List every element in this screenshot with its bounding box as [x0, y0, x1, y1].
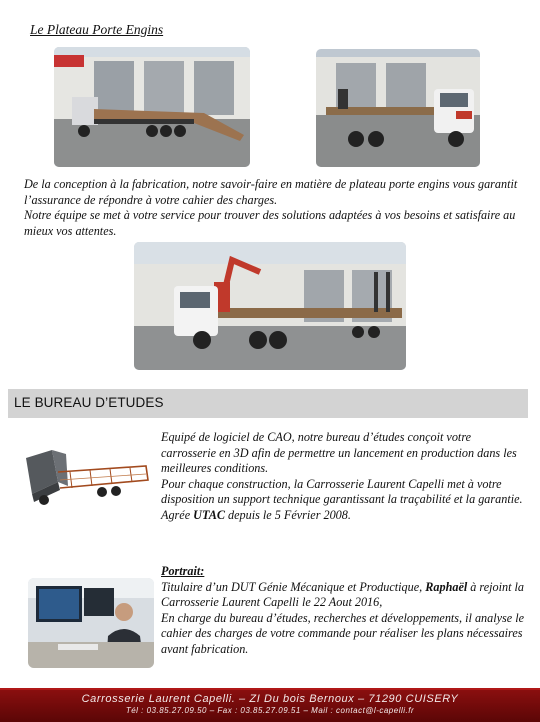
bureau-etudes-text	[161, 430, 527, 524]
portrait-name: Raphaël	[425, 579, 468, 594]
portrait-p1	[161, 580, 527, 611]
portrait-text	[161, 564, 527, 658]
portrait-p2: En charge du bureau d’études, recherches et développements, il analyse le cahier des charges de votre commande pour réaliser les plans nécessaires avant fabrication.	[161, 610, 525, 656]
footer-address: Carrosserie Laurent Capelli. – ZI Du bois Bernoux – 71290 CUISERY	[81, 693, 459, 705]
etudes-p3-prefix: Agrée	[161, 507, 194, 522]
cad-image	[20, 446, 152, 512]
etudes-p3	[161, 508, 527, 524]
intro-text	[24, 177, 524, 239]
footer	[0, 688, 540, 722]
portrait-heading-label: Portrait:	[161, 564, 205, 578]
footer-contact: Tél : 03.85.27.09.50 – Fax : 03.85.27.09.51 – Mail : contact@l-capelli.fr	[125, 706, 415, 715]
portrait-p1-suffix: à rejoint la Carrosserie Laurent Capelli le 22 Aout 2016,	[161, 579, 524, 610]
photo-crane-truck	[134, 242, 406, 370]
photo-tilt-trailer	[54, 47, 250, 167]
photo-truck-ramps	[316, 49, 480, 167]
intro-line-1: De la conception à la fabrication, notre savoir-faire en matière de plateau porte engins vous garantit l’assurance de répondre à votre cahier des charges.	[24, 177, 518, 207]
intro-line-2: Notre équipe se met à votre service pour trouver des solutions adaptées à vos besoins et satisfaire au mieux vos attentes.	[24, 208, 516, 238]
utac-label: UTAC	[193, 507, 225, 522]
etudes-p2: Pour chaque construction, la Carrosserie Laurent Capelli met à votre disposition un support technique garantissant la traçabilité et la garantie.	[161, 476, 523, 507]
etudes-p1: Equipé de logiciel de CAO, notre bureau d’études conçoit votre carrosserie en 3D afin de permettre un lancement en production dans les meilleures conditions.	[161, 430, 517, 476]
etudes-p3-suffix: depuis le 5 Février 2008.	[225, 507, 351, 522]
section-title: LE BUREAU D’ETUDES	[14, 395, 164, 410]
portrait-photo	[28, 578, 154, 668]
page-title: Le Plateau Porte Engins	[30, 22, 164, 37]
portrait-heading	[161, 564, 527, 580]
portrait-p1-prefix: Titulaire d’un DUT Génie Mécanique et Productique,	[161, 579, 426, 594]
